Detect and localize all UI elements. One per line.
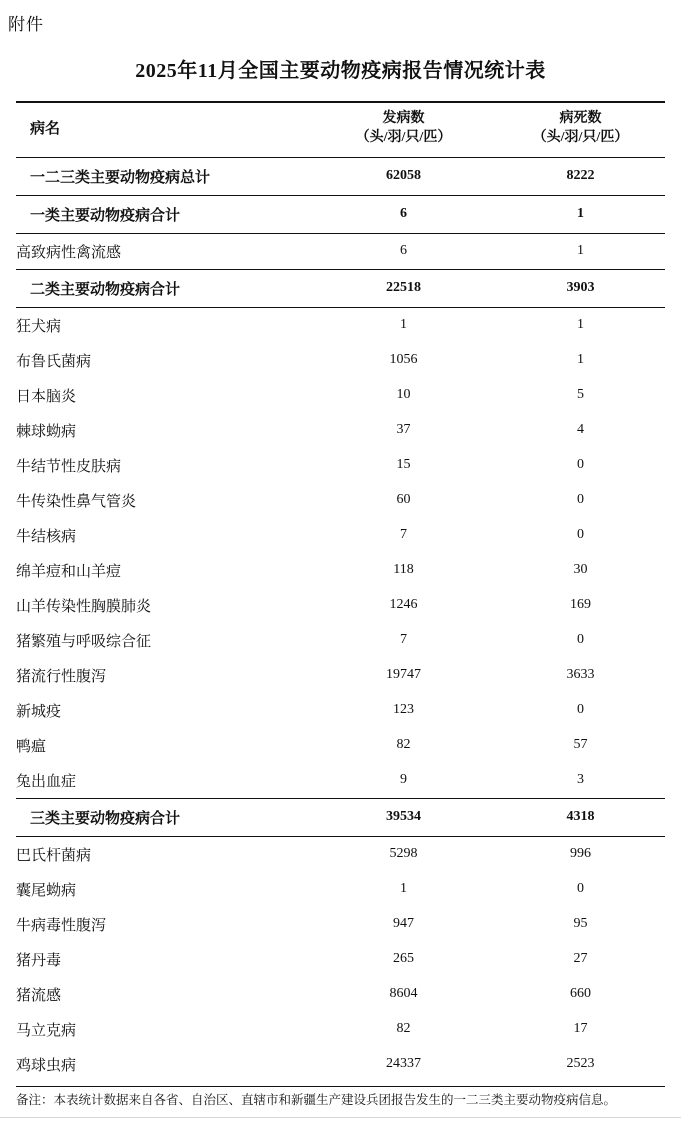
table-row [16, 763, 665, 799]
table-row [16, 588, 665, 623]
page-bottom-divider [0, 1117, 681, 1118]
deaths-cell: 95 [573, 916, 588, 932]
deaths-cell: 3903 [496, 269, 665, 307]
table-row [16, 483, 665, 518]
table-row [16, 157, 665, 195]
disease-name-cell: 牛结核病 [16, 528, 77, 545]
table-row [16, 448, 665, 483]
cases-cell: 24337 [386, 1056, 421, 1072]
cases-cell: 6 [311, 233, 496, 269]
table-row [16, 1047, 665, 1082]
deaths-cell: 0 [577, 702, 584, 718]
deaths-cell: 0 [577, 632, 584, 648]
column-header-cases [311, 102, 496, 157]
cases-cell: 123 [393, 702, 414, 718]
table-row [16, 518, 665, 553]
cases-cell: 1 [400, 317, 407, 333]
cases-cell: 9 [311, 763, 496, 799]
cases-cell: 947 [393, 916, 414, 932]
cases-cell: 19747 [386, 667, 421, 683]
disease-name-cell: 猪流感 [16, 987, 62, 1004]
deaths-cell: 8222 [496, 157, 665, 195]
table-row [16, 693, 665, 728]
deaths-cell: 2523 [566, 1056, 595, 1072]
disease-name-cell: 一类主要动物疫病合计 [16, 195, 311, 233]
cases-cell: 37 [396, 422, 411, 438]
cases-cell: 22518 [311, 269, 496, 307]
table-row [16, 378, 665, 413]
cases-cell: 82 [396, 1021, 411, 1037]
deaths-cell: 30 [573, 562, 588, 578]
disease-name-cell: 牛结节性皮肤病 [16, 458, 122, 475]
table-body [16, 157, 665, 1082]
disease-name-cell: 巴氏杆菌病 [16, 847, 92, 864]
statistics-table-wrapper [16, 101, 665, 1082]
cases-cell: 1056 [389, 352, 418, 368]
deaths-cell: 57 [573, 737, 588, 753]
deaths-cell: 5 [577, 387, 584, 403]
table-row [16, 233, 665, 269]
table-note: 备注：本表统计数据来自各省、自治区、直辖市和新疆生产建设兵团报告发生的一二三类主要动物疫病信息。 [16, 1086, 665, 1110]
cases-cell: 1246 [389, 597, 418, 613]
table-row [16, 907, 665, 942]
disease-name-cell: 布鲁氏菌病 [16, 353, 92, 370]
disease-name-cell: 绵羊痘和山羊痘 [16, 563, 122, 580]
disease-name-cell: 一二三类主要动物疫病总计 [16, 157, 311, 195]
cases-cell: 82 [396, 737, 411, 753]
deaths-cell: 27 [573, 951, 588, 967]
column-header-cases-main: 发病数 [382, 111, 425, 126]
deaths-cell: 660 [570, 986, 591, 1002]
attachment-label: 附件 [8, 15, 44, 34]
disease-name-cell: 鸭瘟 [16, 738, 47, 755]
table-row [16, 728, 665, 763]
table-row [16, 623, 665, 658]
disease-name-cell: 棘球蚴病 [16, 423, 77, 440]
disease-name-cell: 高致病性禽流感 [16, 233, 311, 269]
disease-name-cell: 三类主要动物疫病合计 [16, 798, 311, 836]
column-header-deaths [496, 102, 665, 157]
table-row [16, 1012, 665, 1047]
deaths-cell: 17 [573, 1021, 588, 1037]
table-row [16, 942, 665, 977]
cases-cell: 15 [396, 457, 411, 473]
deaths-cell: 0 [577, 881, 584, 897]
deaths-cell: 1 [577, 317, 584, 333]
deaths-cell: 1 [496, 233, 665, 269]
table-row [16, 307, 665, 343]
table-row [16, 872, 665, 907]
cases-cell: 60 [396, 492, 411, 508]
cases-cell: 7 [400, 632, 407, 648]
table-row [16, 553, 665, 588]
cases-cell: 265 [393, 951, 414, 967]
cases-cell: 10 [396, 387, 411, 403]
disease-name-cell: 牛病毒性腹泻 [16, 917, 107, 934]
cases-cell: 8604 [389, 986, 418, 1002]
table-row [16, 413, 665, 448]
disease-name-cell: 兔出血症 [16, 763, 311, 799]
page-title: 2025年11月全国主要动物疫病报告情况统计表 [135, 60, 546, 82]
disease-name-cell: 二类主要动物疫病合计 [16, 269, 311, 307]
deaths-cell: 4318 [496, 798, 665, 836]
cases-cell: 7 [400, 527, 407, 543]
deaths-cell: 3 [496, 763, 665, 799]
deaths-cell: 4 [577, 422, 584, 438]
disease-name-cell: 日本脑炎 [16, 388, 77, 405]
disease-name-cell: 新城疫 [16, 703, 62, 720]
disease-name-cell: 囊尾蚴病 [16, 882, 77, 899]
deaths-cell: 0 [577, 527, 584, 543]
cases-cell: 1 [400, 881, 407, 897]
cases-cell: 5298 [389, 846, 418, 862]
column-header-cases-unit: （头/羽/只/匹） [355, 129, 452, 145]
cases-cell: 62058 [311, 157, 496, 195]
deaths-cell: 996 [570, 846, 591, 862]
disease-name-cell: 猪繁殖与呼吸综合征 [16, 633, 152, 650]
deaths-cell: 3633 [566, 667, 595, 683]
table-row [16, 977, 665, 1012]
header-row [16, 102, 665, 157]
cases-cell: 118 [393, 562, 414, 578]
disease-name-cell: 马立克病 [16, 1022, 77, 1039]
disease-name-cell: 鸡球虫病 [16, 1057, 77, 1074]
table-head [16, 102, 665, 157]
deaths-cell: 0 [577, 492, 584, 508]
statistics-table [16, 101, 665, 1082]
table-row [16, 658, 665, 693]
disease-name-cell: 猪丹毒 [16, 952, 62, 969]
deaths-cell: 1 [496, 195, 665, 233]
column-header-name: 病名 [16, 102, 311, 157]
deaths-cell: 169 [570, 597, 591, 613]
column-header-deaths-unit: （头/羽/只/匹） [532, 129, 629, 145]
table-row [16, 798, 665, 836]
deaths-cell: 1 [577, 352, 584, 368]
disease-name-cell: 牛传染性鼻气管炎 [16, 493, 137, 510]
deaths-cell: 0 [577, 457, 584, 473]
cases-cell: 39534 [311, 798, 496, 836]
column-header-deaths-main: 病死数 [559, 111, 602, 126]
table-row [16, 195, 665, 233]
disease-name-cell: 山羊传染性胸膜肺炎 [16, 598, 152, 615]
table-row [16, 836, 665, 872]
table-row [16, 269, 665, 307]
table-row [16, 343, 665, 378]
disease-name-cell: 狂犬病 [16, 318, 62, 335]
disease-name-cell: 猪流行性腹泻 [16, 668, 107, 685]
cases-cell: 6 [311, 195, 496, 233]
